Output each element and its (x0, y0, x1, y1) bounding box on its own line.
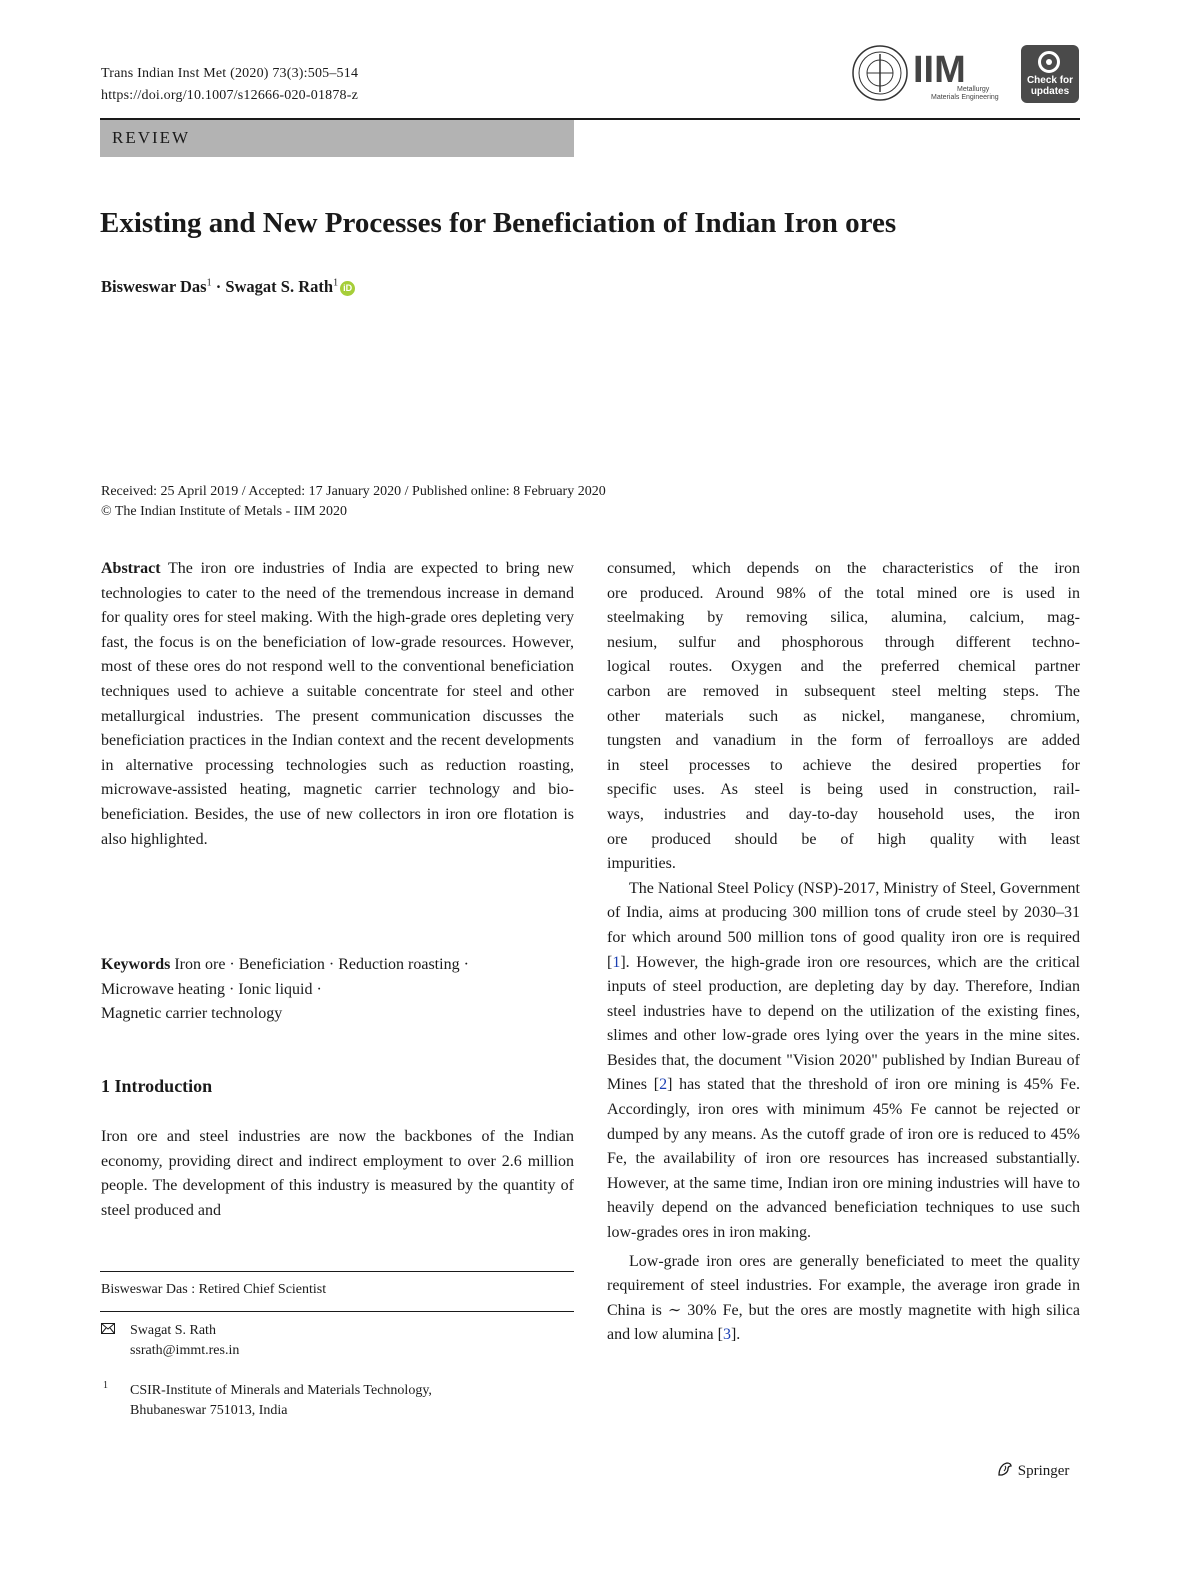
copyright-notice: © The Indian Institute of Metals - IIM 2020 (101, 504, 347, 519)
abstract-text: The iron ore industries of India are expected to bring new technologies to cater to the need of the tremendous increase in demand for quality ores for steel making. With the high-grade ores depleting very fast, the focus is on the beneficiation of low-grade resources. However, most of these ores do not respond well to the conventional beneficiation techniques used to achieve a suitable concentrate for steel and other metallurgical industries. The present communication discusses the beneficiation practices in the Indian context and the recent developments in alternative processing technologies such as reduction roasting, microwave-assisted heating, magnetic carrier technology and bio-beneficiation. Besides, the use of new collectors in iron ore flotation is also highlighted. (101, 560, 574, 848)
orcid-icon[interactable]: iD (340, 281, 355, 296)
introduction-paragraph (101, 1125, 574, 1223)
right-paragraph-1-line: carbon are removed in subsequent steel melting steps. The (607, 682, 1080, 700)
badge-line-1: Check for (1026, 75, 1074, 86)
affiliation-line-1: CSIR-Institute of Minerals and Materials Technology, (130, 1383, 432, 1398)
footnote-rule-2 (100, 1311, 574, 1312)
corresponding-author-email[interactable]: ssrath@immt.res.in (130, 1343, 240, 1358)
iim-logo-graphic (851, 44, 999, 102)
author-2[interactable]: Swagat S. Rath (225, 277, 334, 296)
abstract-block (101, 557, 574, 852)
p2-part-b: ]. However, the high-grade iron ore resources, which are the critical inputs of steel production, are depleting day by day. Therefore, Indian steel industries have to depend on the utilization of the existing fines, slimes and other low-grade ores lying over the years in the mine sites. Besides that, the document "Vision 2020" published by Indian Bureau of Mines [ (607, 953, 1080, 1094)
keywords-line-1: Iron ore · Beneficiation · Reduction roasting · (174, 956, 469, 973)
badge-line-2: updates (1030, 86, 1070, 97)
keywords-line-2: Microwave heating · Ionic liquid · (101, 980, 322, 998)
author-list (101, 277, 355, 297)
journal-reference: Trans Indian Inst Met (2020) 73(3):505–514 (101, 66, 359, 81)
right-paragraph-1-line: logical routes. Oxygen and the preferred chemical partner (607, 658, 1080, 676)
introduction-heading: 1 Introduction (101, 1076, 213, 1096)
p3-part-a: Low-grade iron ores are generally beneficiated to meet the quality requirement of steel industries. For example, the average iron grade in China is ∼ 30% Fe, but the ores are mostly magnetite with high silica and low alumina [ (607, 1252, 1080, 1344)
affiliation-line-2: Bhubaneswar 751013, India (130, 1403, 288, 1418)
citation-2[interactable]: 2 (659, 1076, 668, 1094)
right-paragraph-1-line: ways, industries and day-to-day household uses, the iron (607, 805, 1080, 823)
footnote-retired: Bisweswar Das : Retired Chief Scientist (101, 1282, 327, 1297)
right-paragraph-3 (607, 1250, 1080, 1348)
author-1-affiliation: 1 (206, 277, 212, 289)
logo-wordmark: IIM (913, 49, 966, 91)
keywords-label: Keywords (101, 956, 171, 973)
iim-logo (851, 44, 999, 102)
citation-1[interactable]: 1 (612, 953, 621, 971)
footnote-rule (100, 1271, 574, 1272)
corresponding-author-name: Swagat S. Rath (130, 1323, 216, 1338)
author-separator: · (211, 277, 226, 296)
check-for-updates-icon (1038, 51, 1060, 73)
right-paragraph-1-line: other materials such as nickel, manganese, chromium, (607, 707, 1080, 725)
publication-dates: Received: 25 April 2019 / Accepted: 17 January 2020 / Published online: 8 February 2020 (101, 484, 606, 499)
article-title: Existing and New Processes for Beneficiation of Indian Iron ores (100, 207, 897, 239)
right-paragraph-1-line: steelmaking by removing silica, alumina, calcium, mag- (607, 609, 1080, 627)
right-column (607, 557, 1080, 1348)
doi-link[interactable]: https://doi.org/10.1007/s12666-020-01878-z (101, 88, 359, 103)
right-paragraph-1-line: in steel processes to achieve the desired properties for (607, 756, 1080, 774)
abstract-label: Abstract (101, 560, 161, 577)
citation-3[interactable]: 3 (722, 1326, 731, 1344)
p3-part-b: ]. (730, 1326, 741, 1344)
logo-tagline-1: Metallurgy (957, 86, 990, 93)
right-paragraph-1-line: tungsten and vanadium in the form of ferroalloys are added (607, 732, 1080, 750)
check-for-updates-badge[interactable] (1021, 45, 1079, 103)
right-paragraph-1 (607, 557, 1080, 877)
right-paragraph-1-line: nesium, sulfur and phosphorous through different techno- (607, 633, 1080, 651)
springer-horse-icon (996, 1460, 1014, 1478)
right-paragraph-2 (607, 877, 1080, 1246)
author-2-affiliation: 1 (333, 277, 339, 289)
publisher-name: Springer (1017, 1463, 1070, 1479)
author-1[interactable]: Bisweswar Das (101, 277, 207, 296)
p2-part-a: The National Steel Policy (NSP)-2017, Ministry of Steel, Government of India, aims at producing 300 million tons of crude steel by 2030–31 for which around 500 million tons of good quality iron ore is required [ (607, 879, 1080, 971)
keywords-line-3: Magnetic carrier technology (101, 1005, 283, 1023)
right-paragraph-1-line: ore produced. Around 98% of the total mined ore is used in (607, 584, 1080, 602)
section-band (100, 120, 574, 157)
section-label: REVIEW (112, 128, 191, 147)
envelope-icon (101, 1323, 115, 1334)
right-paragraph-1-line: specific uses. As steel is being used in construction, rail- (607, 781, 1080, 799)
keywords-block (101, 953, 574, 1027)
right-paragraph-1-line: ore produced should be of high quality with least (607, 830, 1080, 848)
affiliation-number: 1 (103, 1380, 108, 1391)
right-paragraph-1-line: consumed, which depends on the characteristics of the iron (607, 560, 1080, 577)
logo-tagline-2: Materials Engineering (931, 94, 999, 101)
introduction-text: Iron ore and steel industries are now the backbones of the Indian economy, providing direct and indirect employment to over 2.6 million people. The development of this industry is measured by the quantity of steel produced and (101, 1128, 574, 1219)
publisher-logo (996, 1460, 1069, 1480)
right-paragraph-1-line: impurities. (607, 855, 676, 873)
p2-part-c: ] has stated that the threshold of iron ore mining is 45% Fe. Accordingly, iron ores with minimum 45% Fe cannot be rejected or dumped by any means. As the cutoff grade of iron ore is reduced to 45% Fe, the availability of iron ore resources has increased substantially. However, at the same time, Indian iron ore mining industries will have to heavily depend on the advanced beneficiation techniques to use such low-grades ores in iron making. (607, 1076, 1080, 1242)
